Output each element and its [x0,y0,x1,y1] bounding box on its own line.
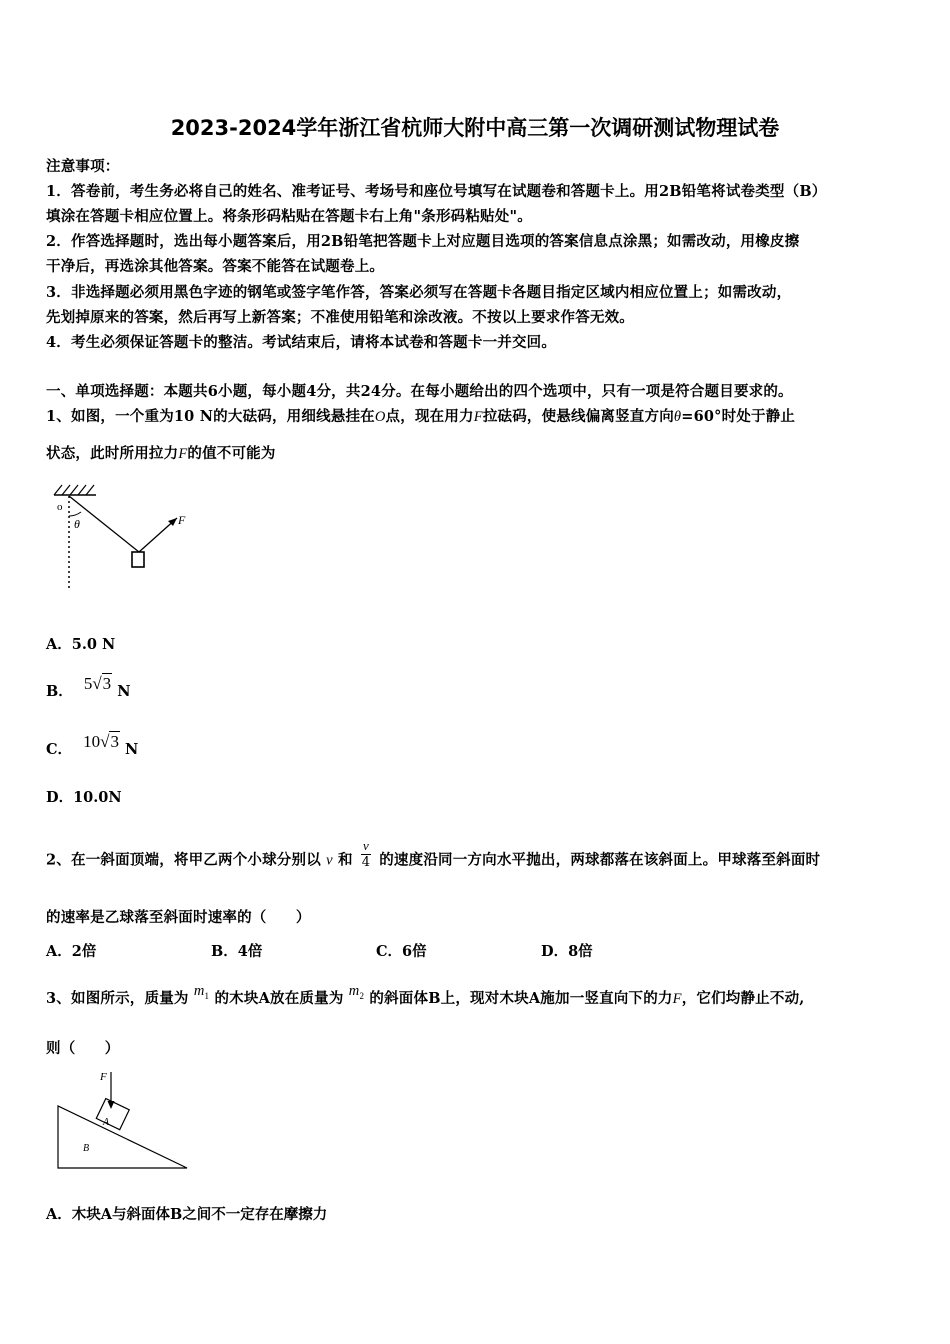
theta-arc [69,512,81,516]
label-f: F [100,1071,107,1083]
notice-line: 2．作答选择题时，选出每小题答案后，用2B铅笔把答题卡上对应题目选项的答案信息点涂黑；如需改动，用橡皮擦 [46,233,800,250]
question-2-text: 2、在一斜面顶端，将甲乙两个小球分别以 v 和 $\frac{v}{4}$ 的速度沿同一方向水平抛出，两球都落在该斜面上。甲球落至斜面时 [46,838,821,870]
q2-option-a: A．2倍 [46,943,97,960]
label-f: F [178,513,186,527]
section-heading: 一、单项选择题：本题共6小题，每小题4分，共24分。在每小题给出的四个选项中，只有一项是符合题目要求的。 [46,383,793,400]
label-o: o [57,501,63,513]
notice-line: 4．考生必须保证答题卡的整洁。考试结束后，请将本试卷和答题卡一并交回。 [46,334,557,351]
fraction-v-over-4: $\frac{v}{4}$ [361,838,371,870]
question-1-text-line2: 状态，此时所用拉力F的值不可能为 [46,445,276,462]
q1-option-c: C． 10√3 N [46,732,139,758]
incline-b [58,1106,187,1168]
force-arrowhead-f [108,1101,115,1109]
q1-option-b: B． 5√3 N [46,674,131,700]
page-title: 2023-2024学年浙江省杭师大附中高三第一次调研测试物理试卷 [170,116,780,140]
q1-figure [40,478,200,598]
q3-figure [50,1064,200,1174]
q3-option-a: A．木块A与斜面体B之间不一定存在摩擦力 [46,1206,328,1223]
question-2-text-line2: 的速率是乙球落至斜面时速率的（ ） [46,909,311,926]
question-1-text: 1、如图，一个重为10 N的大砝码，用细线悬挂在O点，现在用力F拉砝码，使悬线偏离竖直方向θ=60°时处于静止 [46,408,796,425]
notice-line: 3．非选择题必须用黑色字迹的钢笔或签字笔作答，答案必须写在答题卡各题目指定区域内相应位置上；如需改动， [46,284,792,301]
label-b: B [83,1143,90,1154]
ceiling-hatch [54,485,94,495]
q2-option-b: B．4倍 [211,943,263,960]
label-theta: θ [74,517,80,531]
weight-block [132,552,144,567]
notice-line: 先划掉原来的答案，然后再写上新答案；不准使用铅笔和涂改液。不按以上要求作答无效。 [46,309,634,326]
notice-heading: 注意事项： [46,158,120,175]
notice-line: 填涂在答题卡相应位置上。将条形码粘贴在答题卡右上角"条形码粘贴处"。 [46,208,532,225]
notice-line: 1．答卷前，考生务必将自己的姓名、准考证号、考场号和座位号填写在试题卷和答题卡上。用2B铅笔将试卷类型（B） [46,183,827,200]
question-3-text-line2: 则（ ） [46,1040,120,1057]
q2-option-c: C．6倍 [376,943,427,960]
q1-option-d: D．10.0N [46,789,122,806]
notice-line: 干净后，再选涂其他答案。答案不能答在试题卷上。 [46,258,385,275]
question-3-text: 3、如图所示，质量为 $m_1$ 的木块A放在质量为 $m_2$ 的斜面体B上，现对木块A施加一竖直向下的力F，它们均静止不动, [46,983,805,1007]
q1-option-a: A．5.0 N [46,636,116,653]
label-a: A [103,1117,110,1128]
q2-option-d: D．8倍 [541,943,593,960]
